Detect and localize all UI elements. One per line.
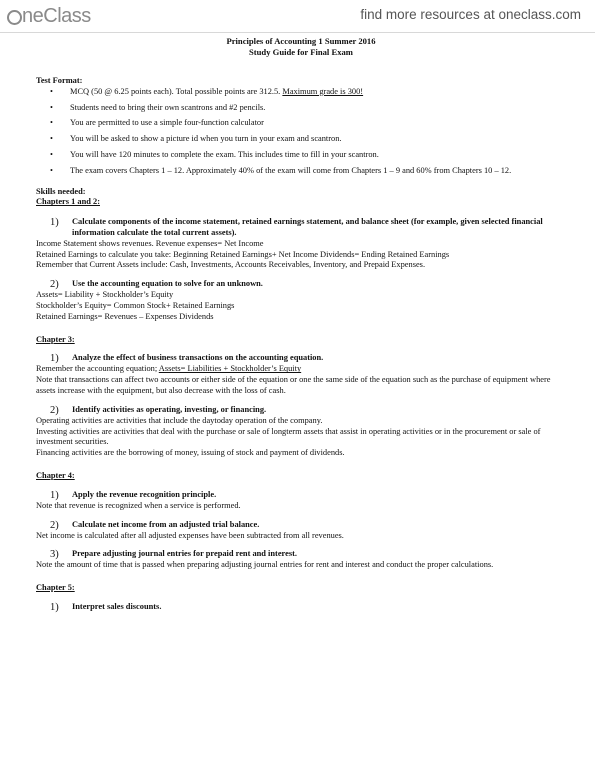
skill-item [50, 279, 566, 290]
skill-item [50, 520, 566, 531]
bullet-icon: • [50, 134, 53, 144]
bullet-icon: • [50, 165, 53, 175]
chapter-5-heading: Chapter 5: [36, 583, 75, 593]
bullet-text: The exam covers Chapters 1 – 12. Approximately 40% of the exam will come from Chapters 1 – 9 and 60% from Chapters 10 – 12. [70, 165, 512, 175]
test-format-item [50, 103, 566, 114]
item-note [36, 364, 566, 375]
logo-wordmark: neClass [22, 4, 91, 27]
bullet-icon: • [50, 149, 53, 159]
site-header [0, 0, 595, 33]
item-number: 1) [50, 489, 59, 501]
item-note: Stockholder’s Equity= Common Stock+ Retained Earnings [36, 300, 235, 310]
bullet-text: MCQ (50 @ 6.25 points each). Total possible points are 312.5. [70, 86, 283, 96]
item-number: 2) [50, 404, 59, 416]
item-title: Analyze the effect of business transactions on the accounting equation. [72, 353, 324, 363]
item-title: Interpret sales discounts. [72, 601, 162, 611]
bullet-text: You are permitted to use a simple four-function calculator [70, 118, 264, 128]
doc-title: Principles of Accounting 1 Summer 2016 [226, 36, 376, 46]
item-note: Investing activities are activities that deal with the purchase or sale of longterm assets that assist in operating activities or in the procurement or sale of investment securities. [36, 426, 541, 447]
item-number: 2) [50, 279, 59, 291]
test-format-item [50, 166, 566, 177]
item-number: 1) [50, 601, 59, 613]
test-format-heading: Test Format: [36, 76, 83, 85]
item-title: Use the accounting equation to solve for an unknown. [72, 279, 263, 289]
skill-item [50, 549, 566, 560]
item-notes [36, 239, 566, 271]
bullet-text: You will be asked to show a picture id when you turn in your exam and scantron. [70, 134, 342, 144]
test-format-list [36, 87, 566, 177]
skill-item [50, 490, 566, 501]
item-note: Note that revenue is recognized when a service is performed. [36, 500, 241, 510]
skill-item [50, 602, 566, 613]
site-tagline[interactable]: find more resources at oneclass.com [360, 7, 581, 22]
test-format-item [50, 118, 566, 129]
document-page [36, 34, 566, 613]
item-note: Net income is calculated after all adjusted expenses have been subtracted from all revenues. [36, 530, 344, 540]
test-format-item [50, 87, 566, 98]
item-note: Note that transactions can affect two accounts or either side of the equation or one the same side of the equation such as the purchase of equipment where assets increase with the equipment, but also decrease with the loss of cash. [36, 375, 551, 395]
item-number: 1) [50, 217, 59, 229]
bullet-icon: • [50, 102, 53, 112]
bullet-icon: • [50, 118, 53, 128]
item-note: Note the amount of time that is passed when preparing adjusting journal entries for rent and interest and conduct the proper calculations. [36, 560, 494, 570]
bullet-icon: • [50, 86, 53, 96]
item-note: Retained Earnings to calculate you take: Beginning Retained Earnings+ Net Income Dividends= Ending Retained Earnings [36, 249, 450, 259]
item-number: 3) [50, 549, 59, 561]
bullet-text: You will have 120 minutes to complete the exam. This includes time to fill in your scantron. [70, 149, 379, 159]
note-text: Remember the accounting equation; [36, 364, 159, 374]
chapter-3-heading: Chapter 3: [36, 334, 75, 344]
oneclass-logo[interactable] [6, 5, 91, 27]
item-title: Apply the revenue recognition principle. [72, 489, 217, 499]
item-note: Remember that Current Assets include: Cash, Investments, Accounts Receivables, Inventory, and Prepaid Expenses. [36, 260, 426, 270]
logo-ring-icon [7, 10, 22, 25]
item-note: Retained Earnings= Revenues – Expenses Dividends [36, 311, 214, 321]
skills-heading: Skills needed: [36, 186, 86, 196]
note-underlined-text: Assets= Liabilities + Stockholder’s Equity [158, 364, 302, 374]
item-note: Financing activities are the borrowing of money, issuing of stock and payment of dividends. [36, 448, 345, 458]
bullet-text: Students need to bring their own scantrons and #2 pencils. [70, 102, 266, 112]
doc-subtitle: Study Guide for Final Exam [249, 47, 353, 57]
skill-item [50, 405, 566, 416]
item-note: Income Statement shows revenues. Revenue expenses= Net Income [36, 238, 264, 248]
skill-item [50, 353, 566, 364]
item-title: Identify activities as operating, investing, or financing. [72, 404, 267, 414]
test-format-item [50, 134, 566, 145]
item-notes [36, 416, 566, 459]
item-number: 2) [50, 519, 59, 531]
item-title: Calculate net income from an adjusted trial balance. [72, 519, 260, 529]
item-title: Prepare adjusting journal entries for prepaid rent and interest. [72, 549, 297, 559]
skill-item [50, 217, 566, 239]
bullet-underlined-text: Maximum grade is 300! [282, 86, 364, 96]
chapters-1-2-heading: Chapters 1 and 2: [36, 197, 100, 207]
test-format-item [50, 150, 566, 161]
item-title: Calculate components of the income statement, retained earnings statement, and balance sheet (for example, given selected financial information calculate the total current assets). [72, 217, 543, 237]
chapter-4-heading: Chapter 4: [36, 470, 75, 480]
item-number: 1) [50, 353, 59, 365]
item-note: Assets= Liability + Stockholder’s Equity [36, 290, 174, 300]
item-notes [36, 290, 566, 322]
item-note: Operating activities are activities that include the daytoday operation of the company. [36, 415, 323, 425]
